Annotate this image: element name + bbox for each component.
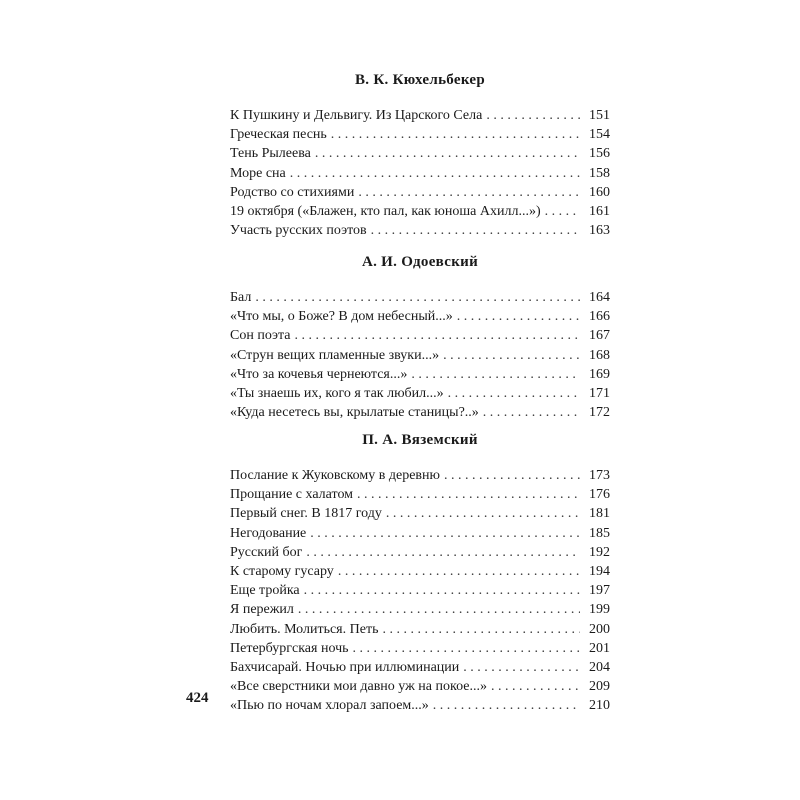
entry-title: «Куда несетесь вы, крылатые станицы?..»	[230, 405, 479, 421]
dot-leader	[290, 164, 580, 184]
toc-entry	[230, 677, 610, 697]
dot-leader	[306, 543, 580, 563]
entry-page-number: 164	[589, 290, 610, 305]
section-heading: В. К. Кюхельбекер	[354, 72, 486, 88]
dot-leader	[338, 562, 580, 582]
entry-title: «Что мы, о Боже? В дом небесный...»	[230, 309, 453, 325]
entry-page-number: 176	[589, 487, 610, 503]
dot-leader	[433, 696, 580, 716]
dot-leader	[486, 106, 580, 126]
entry-page-number: 161	[589, 204, 610, 219]
dot-leader	[545, 202, 580, 222]
toc-entry	[230, 384, 610, 404]
entry-page-number: 168	[589, 347, 610, 363]
toc-entry	[230, 403, 610, 423]
dot-leader	[491, 677, 580, 697]
entry-page-number: 185	[589, 525, 610, 541]
entry-title: «Все сверстники мои давно уж на покое...»	[230, 679, 487, 695]
section-heading: А. И. Одоевский	[361, 254, 479, 270]
entry-page-number: 166	[589, 309, 610, 325]
toc-entry	[230, 346, 610, 366]
entry-title: «Пью по ночам хлорал запоем...»	[230, 698, 429, 714]
entry-page-number: 181	[589, 506, 610, 522]
toc-entry	[230, 466, 610, 486]
toc-entry	[230, 202, 610, 222]
entry-title: Послание к Жуковскому в деревню	[230, 468, 440, 483]
entry-page-number: 167	[589, 328, 610, 344]
entry-title: Еще тройка	[230, 583, 300, 599]
entry-page-number: 151	[589, 108, 610, 123]
toc-entry	[230, 543, 610, 563]
entry-page-number: 197	[589, 583, 610, 599]
dot-leader	[411, 365, 580, 385]
toc-entry	[230, 288, 610, 308]
toc-entry	[230, 562, 610, 582]
entry-page-number: 210	[589, 698, 610, 714]
entry-page-number: 154	[589, 127, 610, 143]
section-heading: П. А. Вяземский	[362, 432, 478, 448]
toc-entry	[230, 221, 610, 241]
entry-title: К Пушкину и Дельвигу. Из Царского Села	[230, 108, 483, 123]
dot-leader	[353, 639, 580, 659]
toc-entry	[230, 581, 610, 601]
toc-entry	[230, 504, 610, 524]
entry-page-number: 171	[589, 386, 610, 401]
entry-title: Тень Рылеева	[230, 146, 311, 162]
entry-page-number: 200	[589, 621, 610, 637]
page-number: 424	[186, 690, 209, 706]
toc-entry	[230, 326, 610, 346]
entry-page-number: 172	[589, 405, 610, 421]
entry-title: Первый снег. В 1817 году	[230, 506, 382, 522]
entry-title: «Ты знаешь их, кого я так любил...»	[230, 386, 444, 401]
entry-page-number: 169	[589, 366, 610, 382]
dot-leader	[357, 485, 580, 505]
toc-entry	[230, 620, 610, 640]
entry-title: К старому гусару	[230, 564, 334, 579]
dot-leader	[371, 221, 580, 241]
entry-page-number: 199	[589, 602, 610, 618]
toc-entry	[230, 144, 610, 164]
toc-entry	[230, 524, 610, 544]
entry-title: Участь русских поэтов	[230, 223, 367, 239]
entry-title: Петербургская ночь	[230, 640, 349, 656]
toc-entry	[230, 164, 610, 184]
entry-title: Греческая песнь	[230, 127, 327, 143]
entry-title: Бахчисарай. Ночью при иллюминации	[230, 660, 460, 675]
entry-title: «Что за кочевья чернеются...»	[230, 366, 408, 382]
dot-leader	[483, 403, 580, 423]
entry-title: Родство со стихиями	[230, 184, 355, 200]
dot-leader	[295, 326, 580, 346]
entry-title: Прощание с халатом	[230, 487, 354, 503]
entry-title: Негодование	[230, 525, 307, 541]
entry-page-number: 160	[589, 184, 610, 200]
entry-title: Сон поэта	[230, 328, 291, 344]
dot-leader	[448, 384, 580, 404]
toc-entry	[230, 696, 610, 716]
toc-entry	[230, 365, 610, 385]
dot-leader	[382, 620, 580, 640]
dot-leader	[443, 346, 580, 366]
dot-leader	[444, 466, 580, 486]
entry-page-number: 156	[589, 146, 610, 162]
toc-entry	[230, 106, 610, 126]
entry-page-number: 194	[589, 564, 610, 579]
entry-page-number: 209	[589, 679, 610, 695]
entry-page-number: 173	[589, 468, 610, 483]
entry-page-number: 204	[589, 660, 610, 675]
entry-title: Русский бог	[230, 544, 303, 560]
dot-leader	[304, 581, 580, 601]
entry-title: 19 октября («Блажен, кто пал, как юноша Ахилл...»)	[230, 204, 541, 219]
dot-leader	[386, 504, 580, 524]
entry-title: Бал	[230, 290, 252, 305]
toc-entry	[230, 600, 610, 620]
toc-entry	[230, 125, 610, 145]
entry-page-number: 201	[589, 640, 610, 656]
toc-entry	[230, 658, 610, 678]
entry-title: Море сна	[230, 165, 286, 181]
dot-leader	[463, 658, 580, 678]
dot-leader	[255, 288, 580, 308]
entry-title: «Струн вещих пламенные звуки...»	[230, 347, 440, 363]
toc-entry	[230, 307, 610, 327]
entry-page-number: 158	[589, 165, 610, 181]
dot-leader	[298, 600, 580, 620]
dot-leader	[331, 125, 580, 145]
toc-entry	[230, 183, 610, 203]
entry-title: Любить. Молиться. Петь	[230, 621, 379, 637]
dot-leader	[310, 524, 580, 544]
entry-page-number: 192	[589, 544, 610, 560]
entry-title: Я пережил	[230, 602, 294, 618]
toc-entry	[230, 639, 610, 659]
entry-page-number: 163	[589, 223, 610, 239]
dot-leader	[457, 307, 580, 327]
dot-leader	[315, 144, 580, 164]
dot-leader	[358, 183, 580, 203]
toc-entry	[230, 485, 610, 505]
